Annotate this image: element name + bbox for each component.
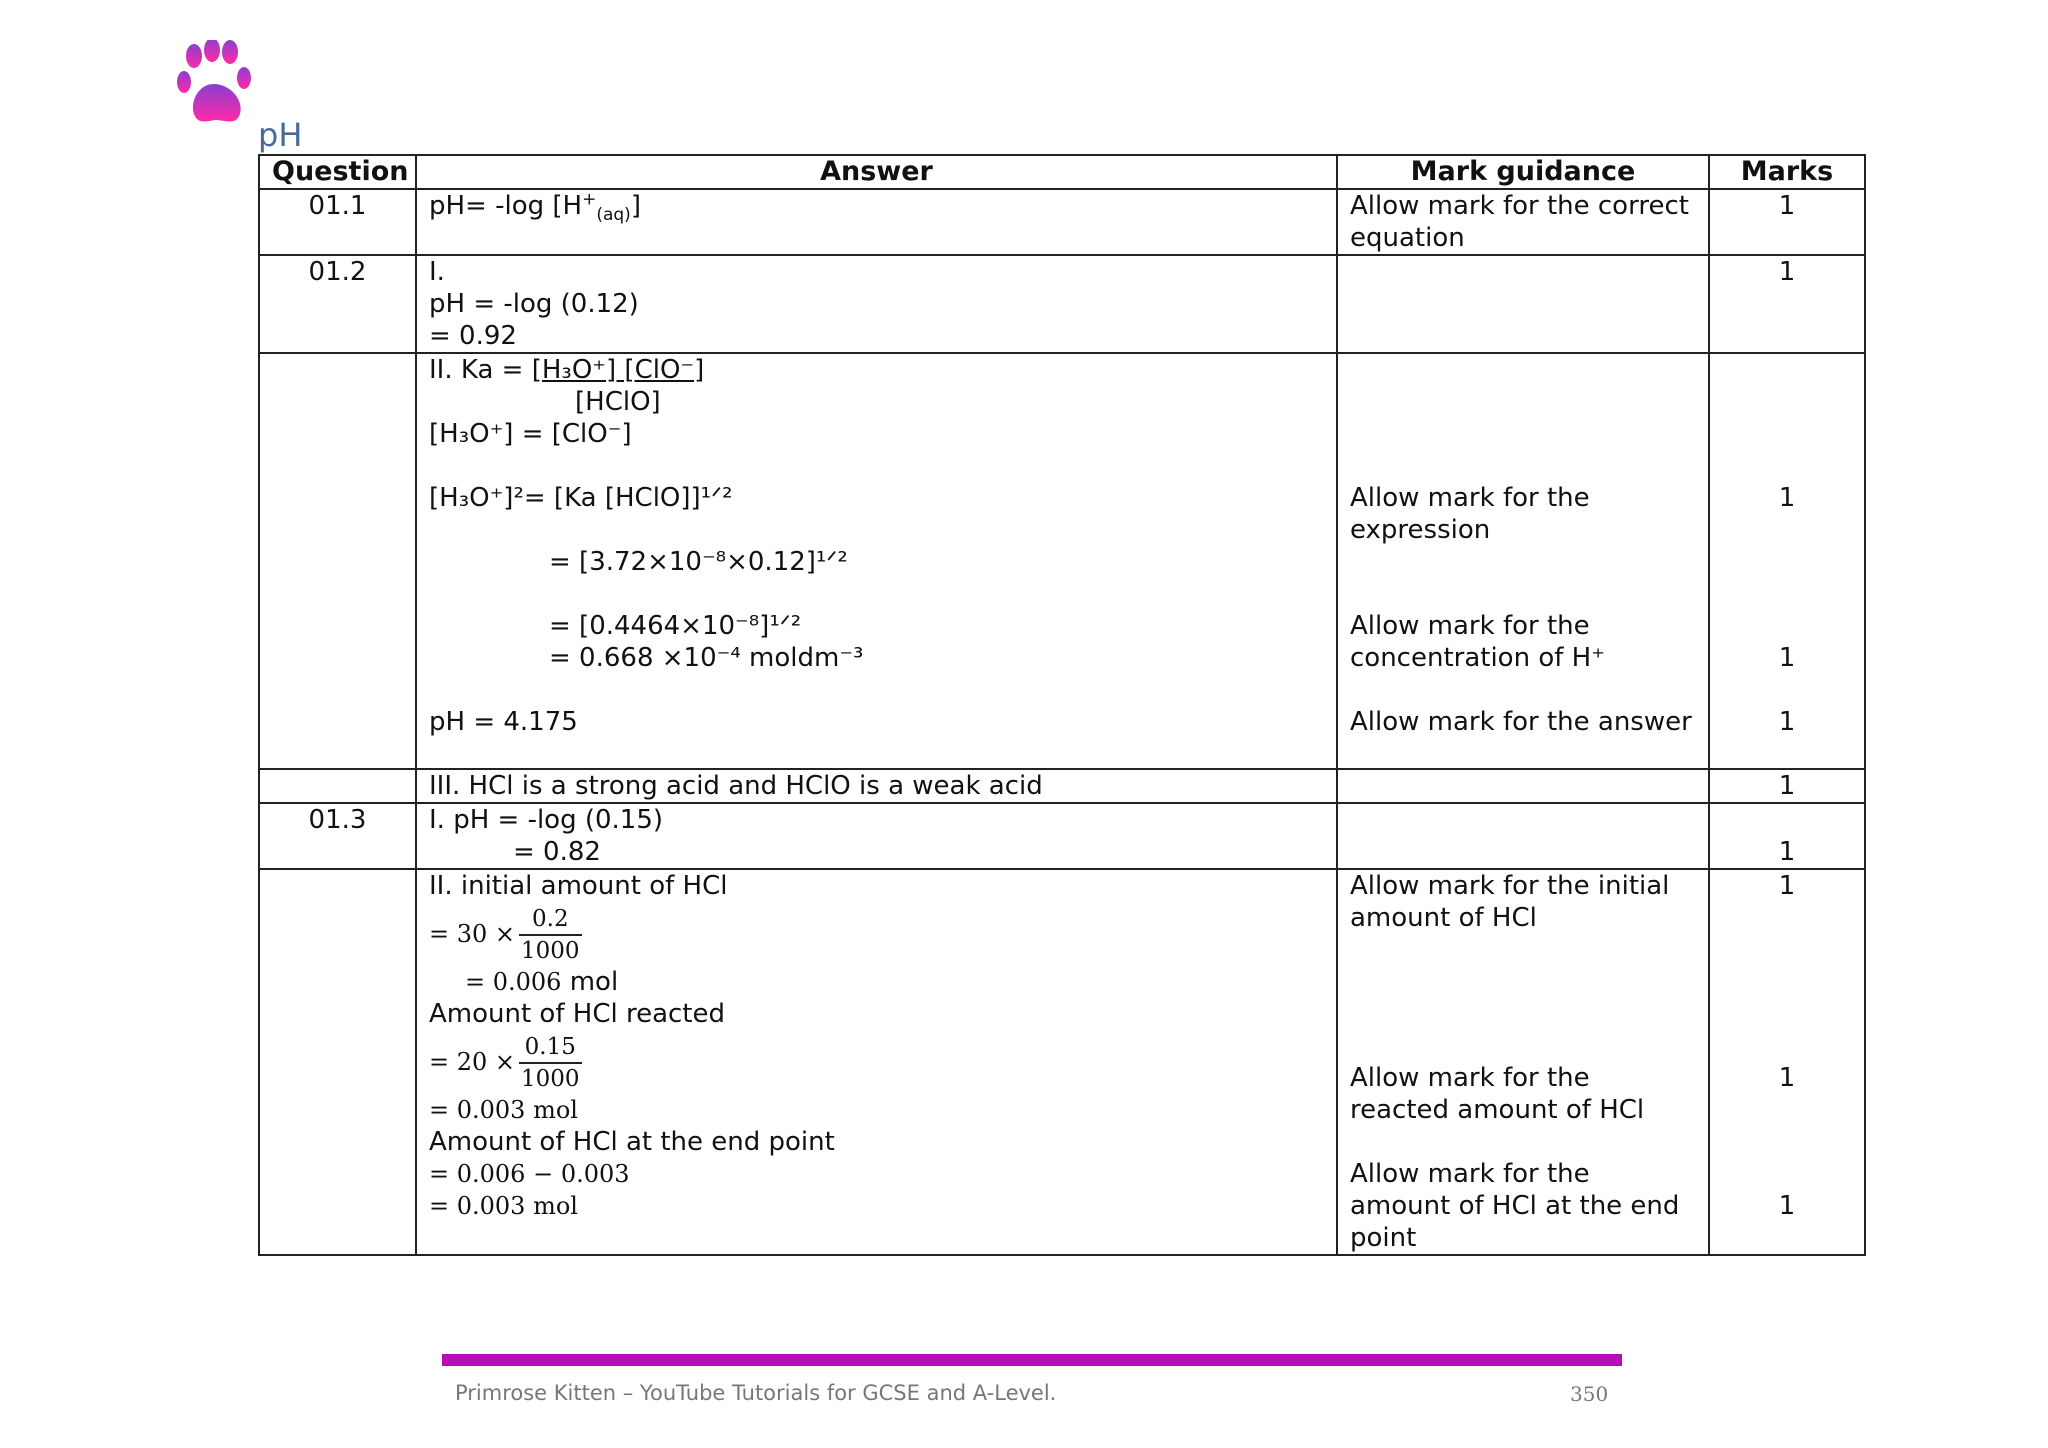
answer-cell: I. pH = -log (0.15) = 0.82 bbox=[416, 803, 1337, 869]
header-marks: Marks bbox=[1709, 155, 1865, 189]
question-number: 01.3 bbox=[259, 803, 416, 869]
marks-cell: 1 bbox=[1709, 189, 1865, 255]
table-row bbox=[259, 189, 1865, 255]
paw-print-icon bbox=[176, 40, 256, 128]
ka-numerator: [H₃O⁺] [ClO⁻] bbox=[531, 355, 705, 385]
footer-divider bbox=[442, 1354, 1622, 1366]
marks-cell: 1 1 1 bbox=[1709, 869, 1865, 1255]
header-question: Question bbox=[259, 155, 416, 189]
table-row bbox=[259, 255, 1865, 353]
marks-cell: 1 bbox=[1709, 255, 1865, 353]
marks-cell: 1 bbox=[1709, 803, 1865, 869]
fraction: $\frac{0.2}{1000}$ bbox=[521, 905, 580, 964]
table-row bbox=[259, 769, 1865, 803]
guidance-cell: Allow mark for the expression Allow mark for the concentration of H⁺ Allow mark for the answer bbox=[1337, 353, 1709, 769]
page-number: 350 bbox=[1570, 1382, 1609, 1406]
question-number bbox=[259, 353, 416, 769]
header-mark-guidance: Mark guidance bbox=[1337, 155, 1709, 189]
guidance-cell: Allow mark for the initial amount of HCl Allow mark for the reacted amount of HCl Allow mark for the amount of HCl at the end point bbox=[1337, 869, 1709, 1255]
mark-scheme-table bbox=[258, 154, 1866, 1256]
question-number: 01.1 bbox=[259, 189, 416, 255]
marks-cell: 1 bbox=[1709, 769, 1865, 803]
fraction: $\frac{0.15}{1000}$ bbox=[521, 1033, 580, 1092]
answer-cell: I. pH = -log (0.12) = 0.92 bbox=[416, 255, 1337, 353]
guidance-cell bbox=[1337, 803, 1709, 869]
page-title: pH bbox=[258, 116, 303, 154]
answer-cell: II. initial amount of HCl = 30 × $\frac{0.2}{1000}$ = 0.006 mol Amount of HCl reacted = 20 × $\frac{0.15}{1000}$ = 0.003 mol Amount of HCl at the end point = 0.006 − 0.003 = 0.003 mol bbox=[416, 869, 1337, 1255]
answer-cell: pH= -log $[H^+_{(aq)}]$ bbox=[416, 189, 1337, 255]
question-number bbox=[259, 769, 416, 803]
table-row bbox=[259, 803, 1865, 869]
footer-text: Primrose Kitten – YouTube Tutorials for GCSE and A-Level. bbox=[455, 1381, 1057, 1405]
table-header-row bbox=[259, 155, 1865, 189]
header-answer: Answer bbox=[416, 155, 1337, 189]
answer-cell: III. HCl is a strong acid and HClO is a weak acid bbox=[416, 769, 1337, 803]
question-number: 01.2 bbox=[259, 255, 416, 353]
question-number bbox=[259, 869, 416, 1255]
marks-cell: 1 1 1 bbox=[1709, 353, 1865, 769]
ka-denominator: [HClO] bbox=[575, 387, 661, 417]
table-row bbox=[259, 869, 1865, 1255]
guidance-cell: Allow mark for the correct equation bbox=[1337, 189, 1709, 255]
answer-cell: II. Ka = [H₃O⁺] [ClO⁻] [HClO] [H₃O⁺] = [ClO⁻] [H₃O⁺]²= [Ka [HClO]]¹ᐟ² = [3.72×10⁻⁸×0.12]¹ᐟ² = [0.4464×10⁻⁸]¹ᐟ² = 0.668 ×10⁻⁴ moldm⁻³ pH = 4.175 bbox=[416, 353, 1337, 769]
guidance-cell bbox=[1337, 255, 1709, 353]
table-row bbox=[259, 353, 1865, 769]
guidance-cell bbox=[1337, 769, 1709, 803]
